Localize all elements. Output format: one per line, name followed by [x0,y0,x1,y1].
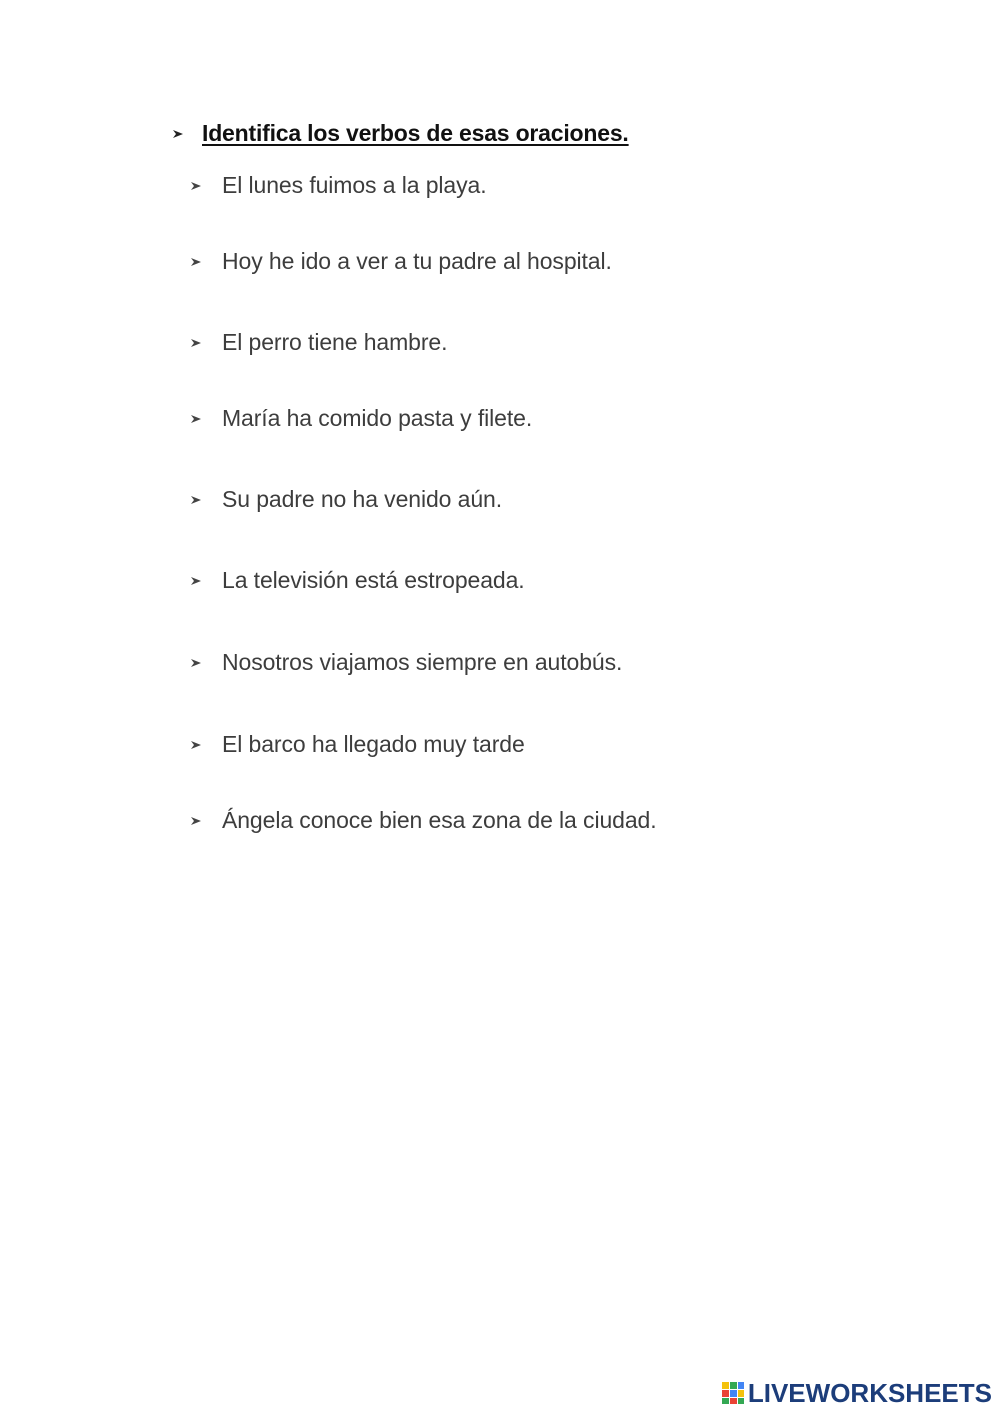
arrowhead-bullet-icon [190,575,202,587]
sentence-text: El barco ha llegado muy tarde [222,731,525,757]
sentence-text: María ha comido pasta y filete. [222,405,533,431]
sentence-text: Ángela conoce bien esa zona de la ciudad. [222,807,657,833]
arrowhead-bullet-icon [190,180,202,192]
arrowhead-bullet-icon [190,657,202,669]
arrowhead-bullet-icon [190,413,202,425]
sentence-item [190,248,612,275]
arrowhead-bullet-icon [190,494,202,506]
sentence-text: Su padre no ha venido aún. [222,486,503,512]
sentence-item [190,405,532,432]
liveworksheets-logo-icon [721,1381,745,1405]
arrowhead-bullet-icon [190,337,202,349]
logo-text: LIVEWORKSHEETS [747,1377,992,1408]
sentence-item [190,649,622,676]
sentence-item [190,329,447,356]
arrowhead-bullet-icon [172,128,184,140]
arrowhead-bullet-icon [190,256,202,268]
sentence-text: La televisión está estropeada. [222,567,525,593]
sentence-text: Hoy he ido a ver a tu padre al hospital. [222,248,612,274]
sentence-item [190,731,525,758]
sentence-text: Nosotros viajamos siempre en autobús. [222,649,623,675]
arrowhead-bullet-icon [190,815,202,827]
sentence-text: El perro tiene hambre. [222,329,448,355]
instruction-heading [172,120,629,147]
arrowhead-bullet-icon [190,739,202,751]
liveworksheets-logo [721,1379,992,1407]
sentence-text: El lunes fuimos a la playa. [222,172,487,198]
sentence-item [190,172,487,199]
sentence-item [190,807,657,834]
sentence-item [190,486,502,513]
sentence-item [190,567,525,594]
heading-title: Identifica los verbos de esas oraciones. [202,120,629,146]
